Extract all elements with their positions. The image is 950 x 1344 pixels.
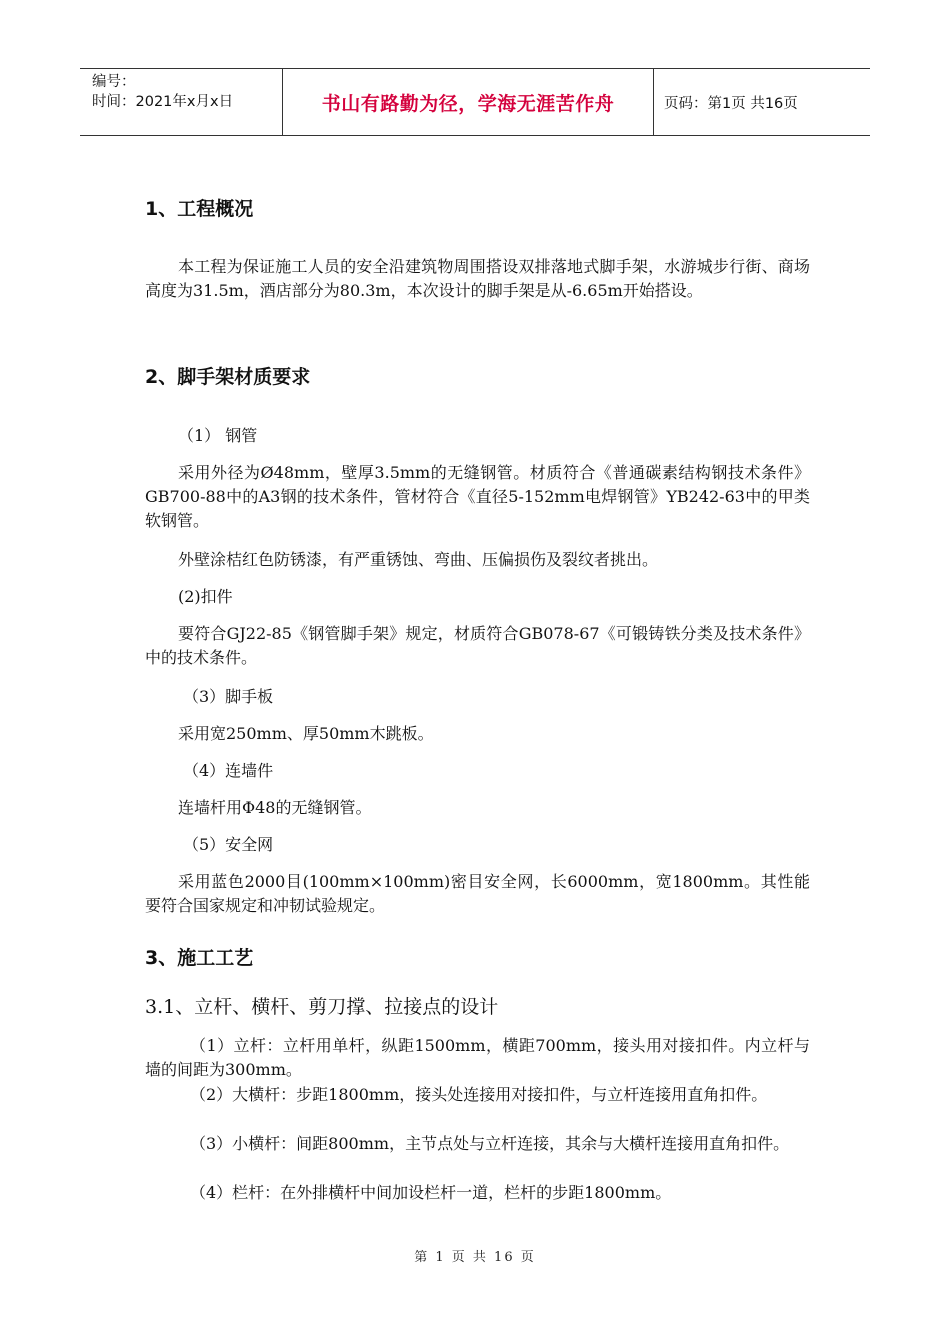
item-title-steel-pipe: （1） 钢管	[178, 426, 258, 445]
section-title-materials: 2、脚手架材质要求	[145, 366, 311, 388]
page-header	[80, 68, 870, 136]
document-time: 时间：2021年x月x日	[92, 94, 234, 110]
steel-pipe-paragraph: 采用外径为Ø48mm，壁厚3.5mm的无缝钢管。材质符合《普通碳素结构钢技术条件》GB700-88中的A3钢的技术条件，管材符合《直径5-152mm电焊钢管》YB242-63中的甲类软钢管。	[145, 463, 810, 530]
subsection-title-design: 3.1、立杆、横杆、剪刀撑、拉接点的设计	[145, 996, 499, 1018]
vertical-pole-paragraph: （1）立杆：立杆用单杆，纵距1500mm，横距700mm，接头用对接扣件。内立杆与墙的间距为300mm。	[145, 1036, 810, 1079]
railing-paragraph: （4）栏杆：在外排横杆中间加设栏杆一道，栏杆的步距1800mm。	[190, 1183, 672, 1202]
short-crossbar-paragraph: （3）小横杆：间距800mm，主节点处与立杆连接，其余与大横杆连接用直角扣件。	[190, 1134, 790, 1153]
item-title-scaffold-board: （3）脚手板	[183, 687, 274, 706]
section-title-process: 3、施工工艺	[145, 947, 254, 969]
header-motto: 书山有路勤为径，学海无涯苦作舟	[282, 69, 654, 135]
header-page-info: 页码：第1页 共16页	[664, 95, 798, 112]
item-title-safety-net: （5）安全网	[183, 835, 274, 854]
safety-net-paragraph: 采用蓝色2000目(100mm×100mm)密目安全网，长6000mm，宽1800mm。其性能要符合国家规定和冲韧试验规定。	[145, 872, 810, 915]
coating-paragraph: 外壁涂桔红色防锈漆，有严重锈蚀、弯曲、压偏损伤及裂纹者挑出。	[178, 550, 659, 569]
scaffold-board-paragraph: 采用宽250mm、厚50mm木跳板。	[178, 724, 434, 743]
item-title-wall-tie: （4）连墙件	[183, 761, 274, 780]
item-title-fastener: (2)扣件	[178, 587, 233, 606]
wall-tie-paragraph: 连墙杆用Φ48的无缝钢管。	[178, 798, 372, 817]
fastener-paragraph: 要符合GJ22-85《钢管脚手架》规定，材质符合GB078-67《可锻铸铁分类及技术条件》中的技术条件。	[145, 624, 810, 667]
document-number: 编号：	[92, 74, 136, 90]
long-crossbar-paragraph: （2）大横杆：步距1800mm，接头处连接用对接扣件，与立杆连接用直角扣件。	[190, 1085, 768, 1104]
section-title-overview: 1、工程概况	[145, 198, 254, 220]
page-footer: 第 1 页 共 16 页	[414, 1250, 536, 1265]
header-meta	[80, 69, 282, 135]
overview-paragraph: 本工程为保证施工人员的安全沿建筑物周围搭设双排落地式脚手架，水游城步行街、商场高度为31.5m，酒店部分为80.3m，本次设计的脚手架是从-6.65m开始搭设。	[145, 257, 810, 300]
